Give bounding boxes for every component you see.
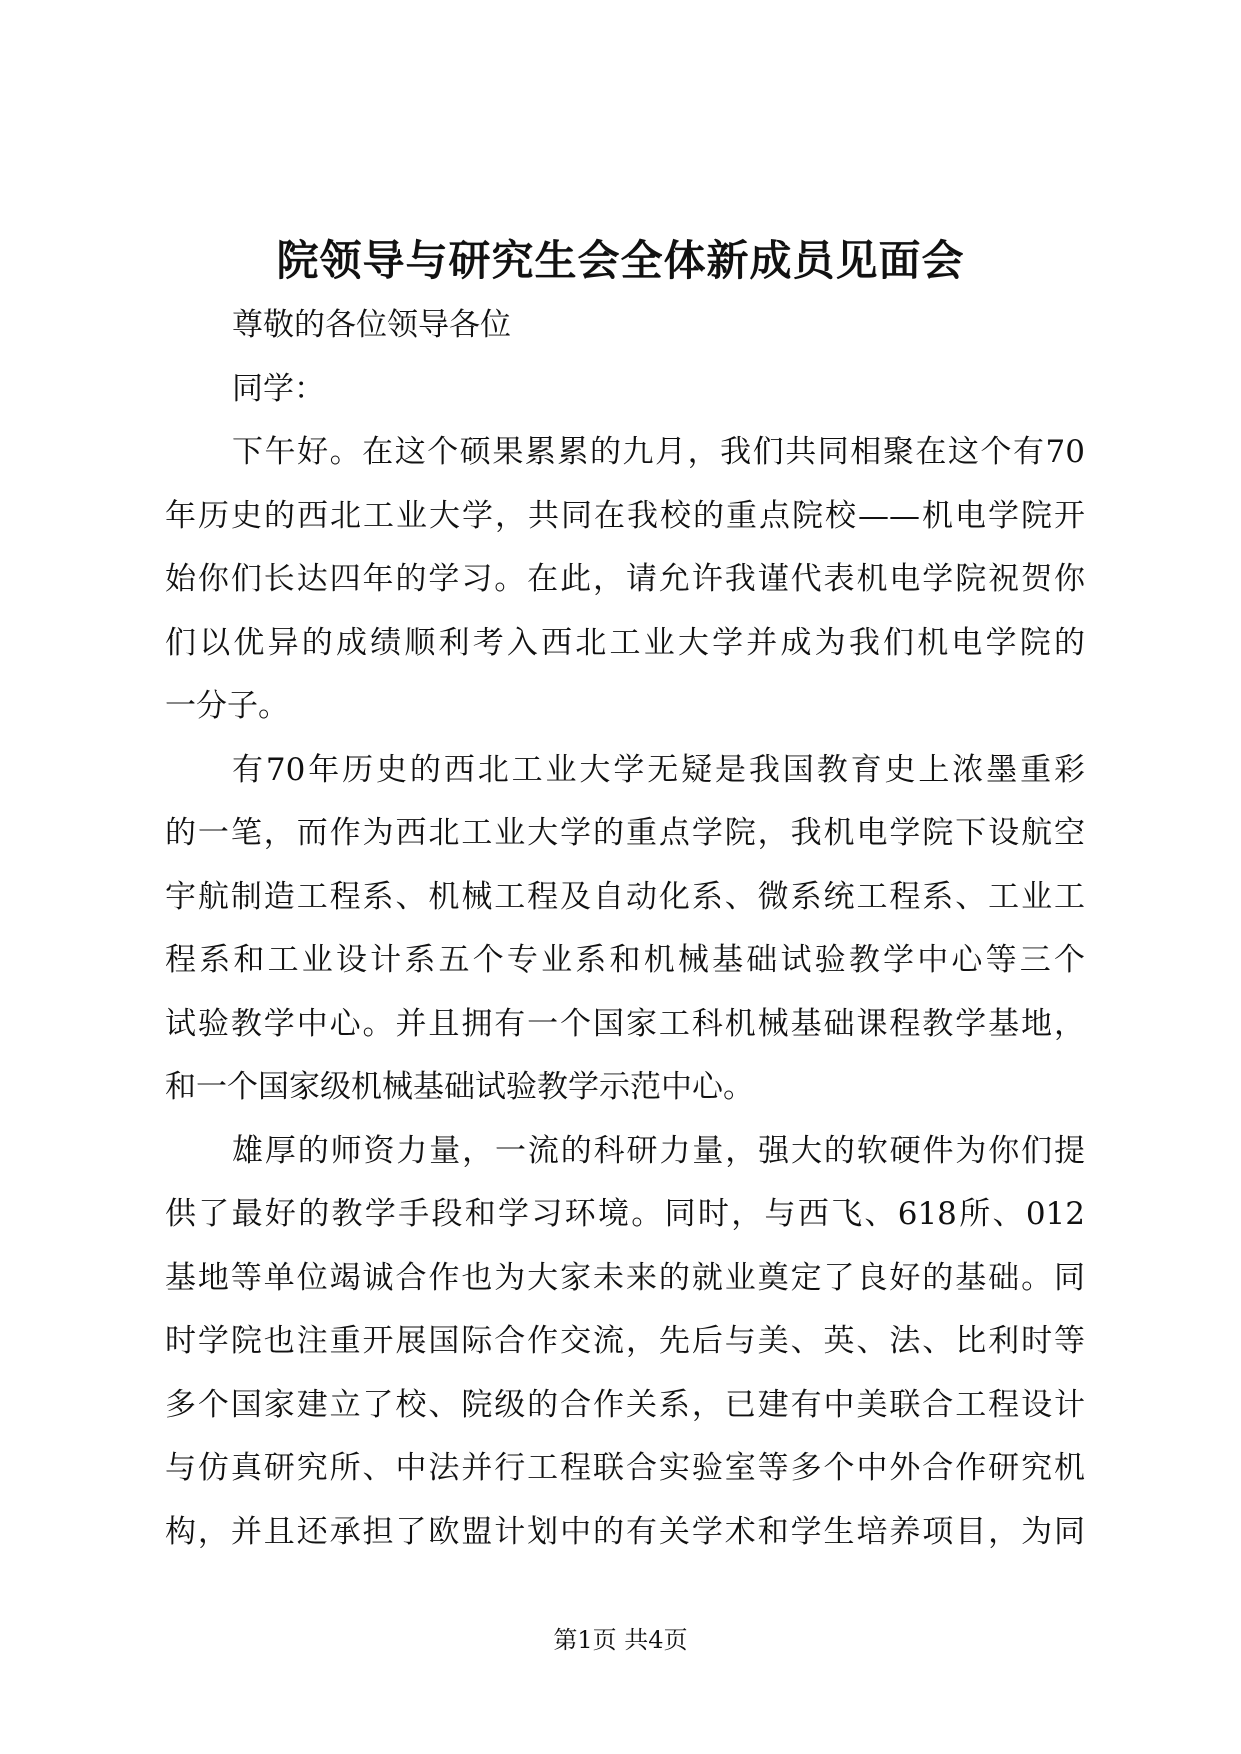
greeting-line: 同学： <box>232 370 325 407</box>
paragraph-line: 和一个国家级机械基础试验教学示范中心。 <box>165 1069 754 1105</box>
page-number-footer: 第1页 共4页 <box>553 1626 688 1654</box>
paragraph-line: 构，并且还承担了欧盟计划中的有关学术和学生培养项目，为同 <box>165 1513 1085 1550</box>
paragraph-line: 始你们长达四年的学习。在此，请允许我谨代表机电学院祝贺你 <box>165 561 1085 597</box>
paragraph-line: 程系和工业设计系五个专业系和机械基础试验教学中心等三个 <box>165 942 1085 978</box>
paragraph-line: 一分子。 <box>165 688 289 724</box>
paragraph-line: 雄厚的师资力量，一流的科研力量，强大的软硬件为你们提 <box>232 1132 1085 1169</box>
paragraph-line: 试验教学中心。并且拥有一个国家工科机械基础课程教学基地， <box>165 1005 1085 1042</box>
document-title: 院领导与研究生会全体新成员见面会 <box>276 236 965 285</box>
paragraph-line: 基地等单位竭诚合作也为大家未来的就业奠定了良好的基础。同 <box>165 1259 1085 1296</box>
paragraph-line: 时学院也注重开展国际合作交流，先后与美、英、法、比利时等 <box>165 1323 1085 1359</box>
paragraph-line: 年历史的西北工业大学，共同在我校的重点院校——机电学院开 <box>165 497 1085 534</box>
greeting-line: 尊敬的各位领导各位 <box>232 307 511 343</box>
paragraph-line: 下午好。在这个硕果累累的九月，我们共同相聚在这个有70 <box>232 434 1085 470</box>
paragraph-line: 们以优异的成绩顺利考入西北工业大学并成为我们机电学院的 <box>165 624 1085 661</box>
paragraph-line: 的一笔，而作为西北工业大学的重点学院，我机电学院下设航空 <box>165 815 1085 851</box>
paragraph-line: 宇航制造工程系、机械工程及自动化系、微系统工程系、工业工 <box>165 878 1085 915</box>
paragraph-line: 多个国家建立了校、院级的合作关系，已建有中美联合工程设计 <box>165 1386 1085 1423</box>
paragraph-line: 与仿真研究所、中法并行工程联合实验室等多个中外合作研究机 <box>165 1450 1085 1486</box>
paragraph-line: 有70年历史的西北工业大学无疑是我国教育史上浓墨重彩 <box>232 751 1085 788</box>
paragraph-line: 供了最好的教学手段和学习环境。同时，与西飞、618所、012 <box>165 1196 1085 1232</box>
